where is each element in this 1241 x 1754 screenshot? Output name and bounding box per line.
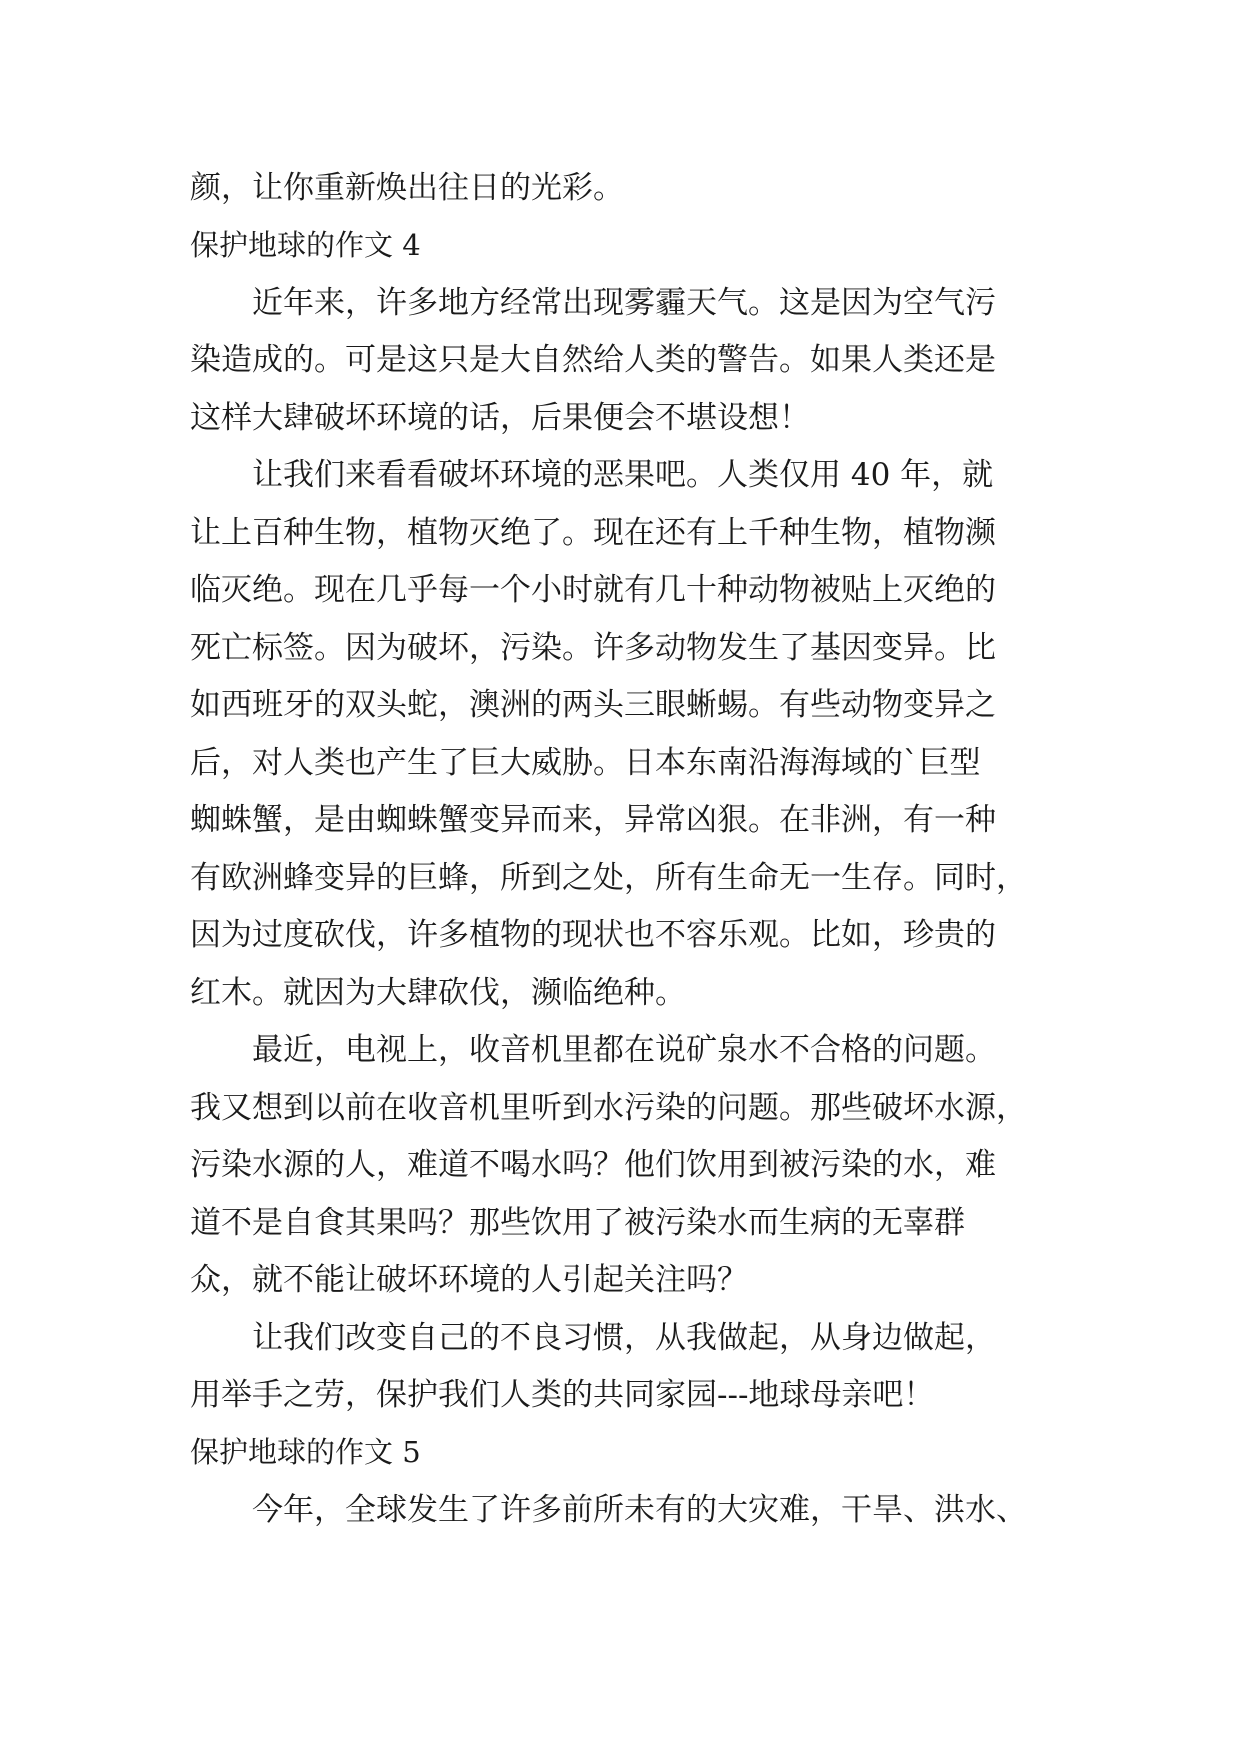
paragraph-line: 近年来，许多地方经常出现雾霾天气。这是因为空气污: [252, 285, 996, 321]
text-line: 众，就不能让破坏环境的人引起关注吗？: [190, 1262, 748, 1298]
text-line: 如西班牙的双头蛇，澳洲的两头三眼蜥蜴。有些动物变异之: [190, 687, 996, 723]
paragraph-line: 让我们改变自己的不良习惯，从我做起，从身边做起，: [252, 1320, 996, 1356]
section-heading-4: 保护地球的作文 4: [190, 228, 421, 262]
paragraph-line: 今年，全球发生了许多前所未有的大灾难，干旱、洪水、: [252, 1492, 1027, 1528]
text-line: 临灭绝。现在几乎每一个小时就有几十种动物被贴上灭绝的: [190, 572, 996, 608]
paragraph-line: 让我们来看看破坏环境的恶果吧。人类仅用 40 年，就: [252, 457, 994, 493]
text-line: 后，对人类也产生了巨大威胁。日本东南沿海海域的`巨型: [190, 745, 981, 781]
text-line: 染造成的。可是这只是大自然给人类的警告。如果人类还是: [190, 342, 996, 378]
text-line: 蜘蛛蟹，是由蜘蛛蟹变异而来，异常凶狠。在非洲，有一种: [190, 802, 996, 838]
text-line: 有欧洲蜂变异的巨蜂，所到之处，所有生命无一生存。同时，: [190, 860, 1027, 896]
text-line: 这样大肆破坏环境的话，后果便会不堪设想！: [190, 400, 810, 436]
paragraph-line: 最近，电视上，收音机里都在说矿泉水不合格的问题。: [252, 1032, 996, 1068]
text-line: 红木。就因为大肆砍伐，濒临绝种。: [190, 975, 686, 1011]
text-line: 颜，让你重新焕出往日的光彩。: [190, 170, 624, 206]
text-line: 让上百种生物，植物灭绝了。现在还有上千种生物，植物濒: [190, 515, 996, 551]
text-line: 用举手之劳，保护我们人类的共同家园---地球母亲吧！: [190, 1377, 935, 1413]
section-heading-5: 保护地球的作文 5: [190, 1435, 421, 1469]
text-line: 道不是自食其果吗？那些饮用了被污染水而生病的无辜群: [190, 1205, 965, 1241]
text-line: 死亡标签。因为破坏，污染。许多动物发生了基因变异。比: [190, 630, 996, 666]
text-line: 我又想到以前在收音机里听到水污染的问题。那些破坏水源，: [190, 1090, 1027, 1126]
text-line: 因为过度砍伐，许多植物的现状也不容乐观。比如，珍贵的: [190, 917, 996, 953]
text-line: 污染水源的人，难道不喝水吗？他们饮用到被污染的水，难: [190, 1147, 996, 1183]
